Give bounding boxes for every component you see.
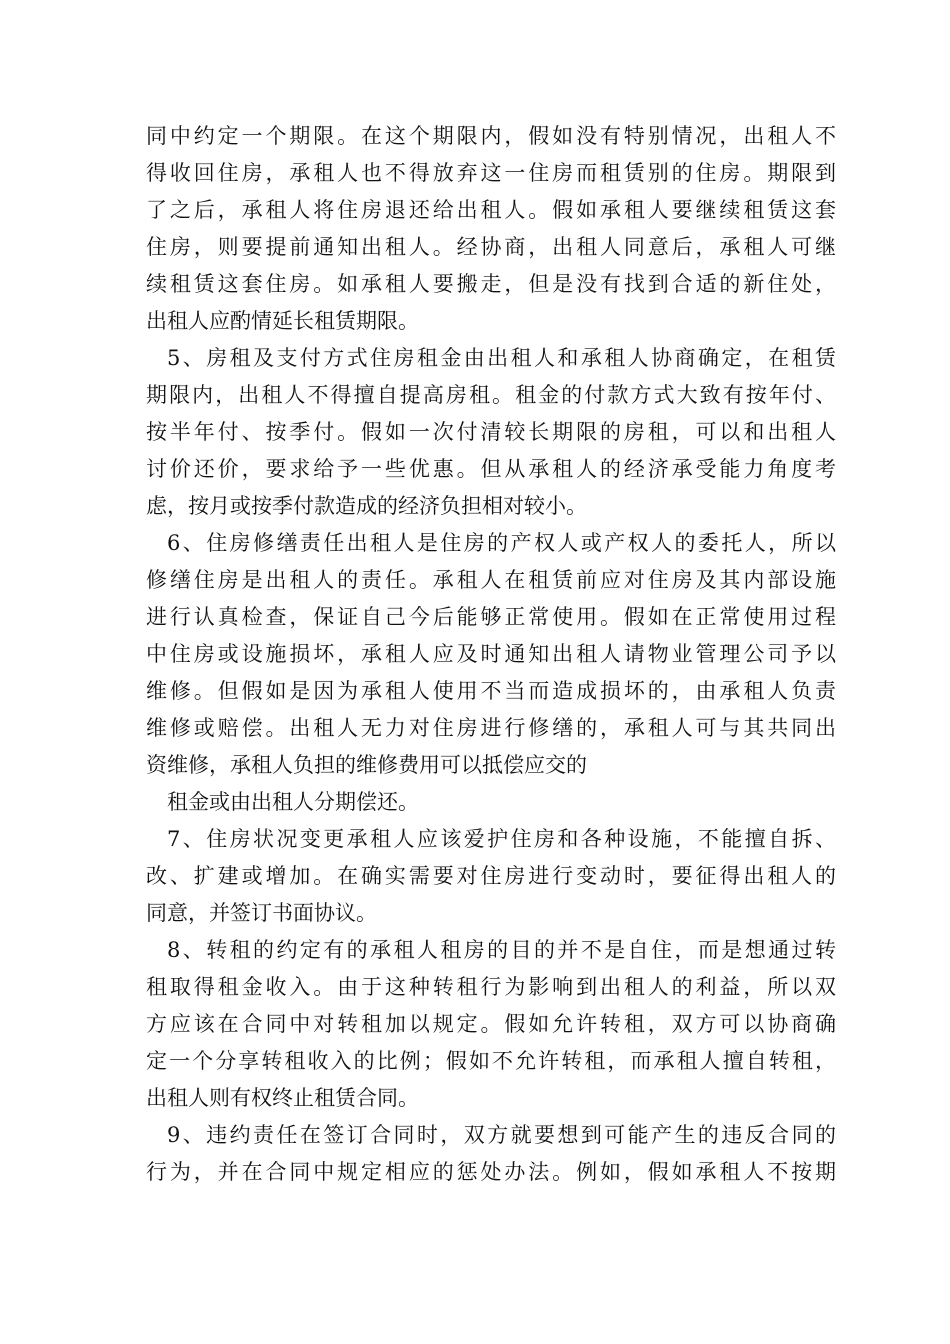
text-line: 行为，并在合同中规定相应的惩处办法。例如，假如承租人不按期 bbox=[146, 1160, 836, 1184]
text-line: 出租人应酌情延长租赁期限。 bbox=[146, 309, 419, 333]
paragraph-first-line: 8、转租的约定有的承租人租房的目的并不是自住，而是想通过转 bbox=[167, 938, 836, 962]
text-line: 租金或由出租人分期偿还。 bbox=[167, 790, 419, 814]
text-line: 维修。但假如是因为承租人使用不当而造成损坏的，由承租人负责 bbox=[146, 679, 836, 703]
text-line: 得收回住房，承租人也不得放弃这一住房而租赁别的住房。期限到 bbox=[146, 161, 836, 185]
text-line: 按半年付、按季付。假如一次付清较长期限的房租，可以和出租人 bbox=[146, 420, 836, 444]
paragraph-first-line: 9、违约责任在签订合同时，双方就要想到可能产生的违反合同的 bbox=[167, 1123, 836, 1147]
paragraph-first-line: 7、住房状况变更承租人应该爱护住房和各种设施，不能擅自拆、 bbox=[167, 827, 836, 851]
text-line: 出租人则有权终止租赁合同。 bbox=[146, 1086, 419, 1110]
text-line: 改、扩建或增加。在确实需要对住房进行变动时，要征得出租人的 bbox=[146, 864, 836, 888]
text-line: 续租赁这套住房。如承租人要搬走，但是没有找到合适的新住处， bbox=[146, 272, 836, 296]
text-line: 进行认真检查，保证自己今后能够正常使用。假如在正常使用过程 bbox=[146, 605, 836, 629]
text-line: 中住房或设施损坏，承租人应及时通知出租人请物业管理公司予以 bbox=[146, 642, 836, 666]
text-line: 同中约定一个期限。在这个期限内，假如没有特别情况，出租人不 bbox=[146, 124, 836, 148]
text-line: 方应该在合同中对转租加以规定。假如允许转租，双方可以协商确 bbox=[146, 1012, 836, 1036]
paragraph-first-line: 5、房租及支付方式住房租金由出租人和承租人协商确定，在租赁 bbox=[167, 346, 836, 370]
text-line: 资维修，承租人负担的维修费用可以抵偿应交的 bbox=[146, 753, 587, 777]
paragraph-first-line: 6、住房修缮责任出租人是住房的产权人或产权人的委托人，所以 bbox=[167, 531, 836, 555]
text-line: 定一个分享转租收入的比例；假如不允许转租，而承租人擅自转租， bbox=[146, 1049, 836, 1073]
text-line: 了之后，承租人将住房退还给出租人。假如承租人要继续租赁这套 bbox=[146, 198, 836, 222]
text-line: 同意，并签订书面协议。 bbox=[146, 901, 377, 925]
text-line: 租取得租金收入。由于这种转租行为影响到出租人的利益，所以双 bbox=[146, 975, 836, 999]
document-body bbox=[146, 118, 836, 1191]
text-line: 虑，按月或按季付款造成的经济负担相对较小。 bbox=[146, 494, 587, 518]
text-line: 住房，则要提前通知出租人。经协商，出租人同意后，承租人可继 bbox=[146, 235, 836, 259]
text-line: 修缮住房是出租人的责任。承租人在租赁前应对住房及其内部设施 bbox=[146, 568, 836, 592]
text-line: 维修或赔偿。出租人无力对住房进行修缮的，承租人可与其共同出 bbox=[146, 716, 836, 740]
text-line: 讨价还价，要求给予一些优惠。但从承租人的经济承受能力角度考 bbox=[146, 457, 836, 481]
text-line: 期限内，出租人不得擅自提高房租。租金的付款方式大致有按年付、 bbox=[146, 383, 836, 407]
